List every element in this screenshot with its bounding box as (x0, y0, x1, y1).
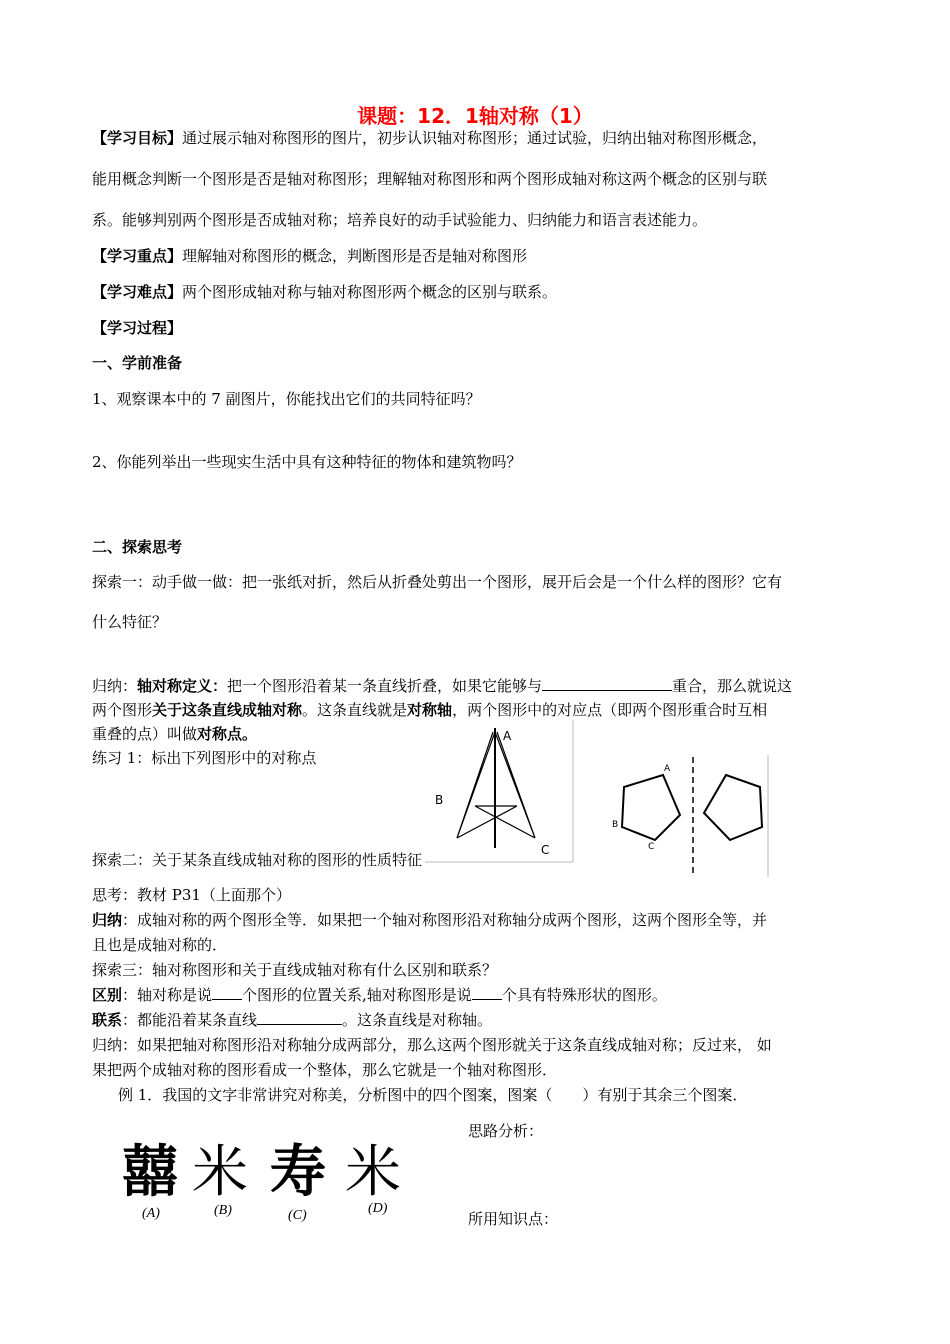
definition-line-2: 两个图形关于这条直线成轴对称。这条直线就是对称轴，两个图形中的对应点（即两个图形重合时互相 (92, 701, 768, 719)
explore-1-line-2: 什么特征？ (92, 613, 168, 631)
goal-line-3: 系。能够判别两个图形是否成轴对称；培养良好的动手试验能力、归纳能力和语言表述能力。 (92, 211, 708, 229)
analysis-label: 思路分析： (468, 1122, 544, 1140)
blank-line[interactable] (542, 676, 672, 691)
explore-2: 探索二：关于某条直线成轴对称的图形的性质特征 (92, 851, 423, 869)
relation: 联系：都能沿着某条直线 。这条直线是对称轴。 (92, 1011, 493, 1029)
knowledge-label: 所用知识点： (468, 1210, 559, 1228)
difficult-point: 【学习难点】两个图形成轴对称与轴对称图形两个概念的区别与联系。 (92, 283, 558, 301)
key-point: 【学习重点】理解轴对称图形的概念，判断图形是否是轴对称图形 (92, 247, 528, 265)
pent-label-a: A (664, 764, 671, 774)
blank-line[interactable] (212, 985, 242, 1000)
question-1: 1、观察课本中的 7 副图片，你能找出它们的共同特征吗？ (92, 390, 481, 408)
difference: 区别：轴对称是说 个图形的位置关系,轴对称图形是说 个具有特殊形状的图形。 (92, 986, 667, 1004)
explore-3: 探索三：轴对称图形和关于直线成轴对称有什么区别和联系？ (92, 961, 498, 979)
definition-line-3: 重叠的点）叫做对称点。 (92, 725, 258, 743)
pattern-b-glyph: 米 (192, 1140, 248, 1205)
definition-line-1: 归纳：轴对称定义：把一个图形沿着某一条直线折叠，如果它能够与 重合，那么就说这 (92, 677, 793, 695)
section-2-heading: 二、探索思考 (92, 538, 183, 556)
pattern-c-glyph: 寿 (270, 1140, 326, 1205)
triangle-figure (425, 720, 575, 865)
question-2: 2、你能列举出一些现实生活中具有这种特征的物体和建筑物吗？ (92, 453, 522, 471)
point-label-a: A (503, 729, 512, 743)
explore-1-line-1: 探索一：动手做一做：把一张纸对折，然后从折叠处剪出一个图形，展开后会是一个什么样的图形？它有 (92, 573, 783, 591)
summary-line-2: 且也是成轴对称的． (92, 936, 228, 954)
section-1-heading: 一、学前准备 (92, 354, 183, 372)
pattern-c-label: (C) (288, 1208, 307, 1223)
goal-label: 【学习目标】 (92, 129, 183, 147)
exercise-1: 练习 1：标出下列图形中的对称点 (92, 749, 317, 767)
summary-2-line-2: 果把两个成轴对称的图形看成一个整体，那么它就是一个轴对称图形． (92, 1061, 558, 1079)
blank-line[interactable] (257, 1010, 342, 1025)
point-label-c: C (541, 843, 550, 857)
pent-label-c: C (648, 842, 655, 852)
summary-2-line-1: 归纳：如果把轴对称图形沿对称轴分成两部分，那么这两个图形就关于这条直线成轴对称；反过来， 如 (92, 1036, 772, 1054)
process-heading: 【学习过程】 (92, 319, 183, 337)
pattern-d-glyph: 米 (345, 1140, 401, 1205)
page-title: 课题：12．1轴对称（1） (357, 104, 593, 128)
blank-line[interactable] (472, 985, 502, 1000)
goal-line-1: 【学习目标】通过展示轴对称图形的图片，初步认识轴对称图形；通过试验，归纳出轴对称图形概念， (92, 129, 768, 147)
pattern-b-label: (B) (214, 1203, 232, 1218)
point-label-b: B (435, 793, 444, 807)
summary-line-1: 归纳：成轴对称的两个图形全等．如果把一个轴对称图形沿对称轴分成两个图形，这两个图形全等，并 (92, 911, 768, 929)
pattern-a-glyph: 囍 (122, 1140, 178, 1205)
pattern-a-label: (A) (142, 1206, 160, 1221)
think: 思考：教材 P31（上面那个） (92, 886, 291, 904)
example-1: 例 1．我国的文字非常讲究对称美，分析图中的四个图案，图案（ ）有别于其余三个图案． (118, 1086, 748, 1104)
pent-label-b: B (612, 820, 619, 830)
pattern-d-label: (D) (368, 1201, 388, 1216)
goal-line-2: 能用概念判断一个图形是否是轴对称图形；理解轴对称图形和两个图形成轴对称这两个概念的区别与联 (92, 170, 768, 188)
